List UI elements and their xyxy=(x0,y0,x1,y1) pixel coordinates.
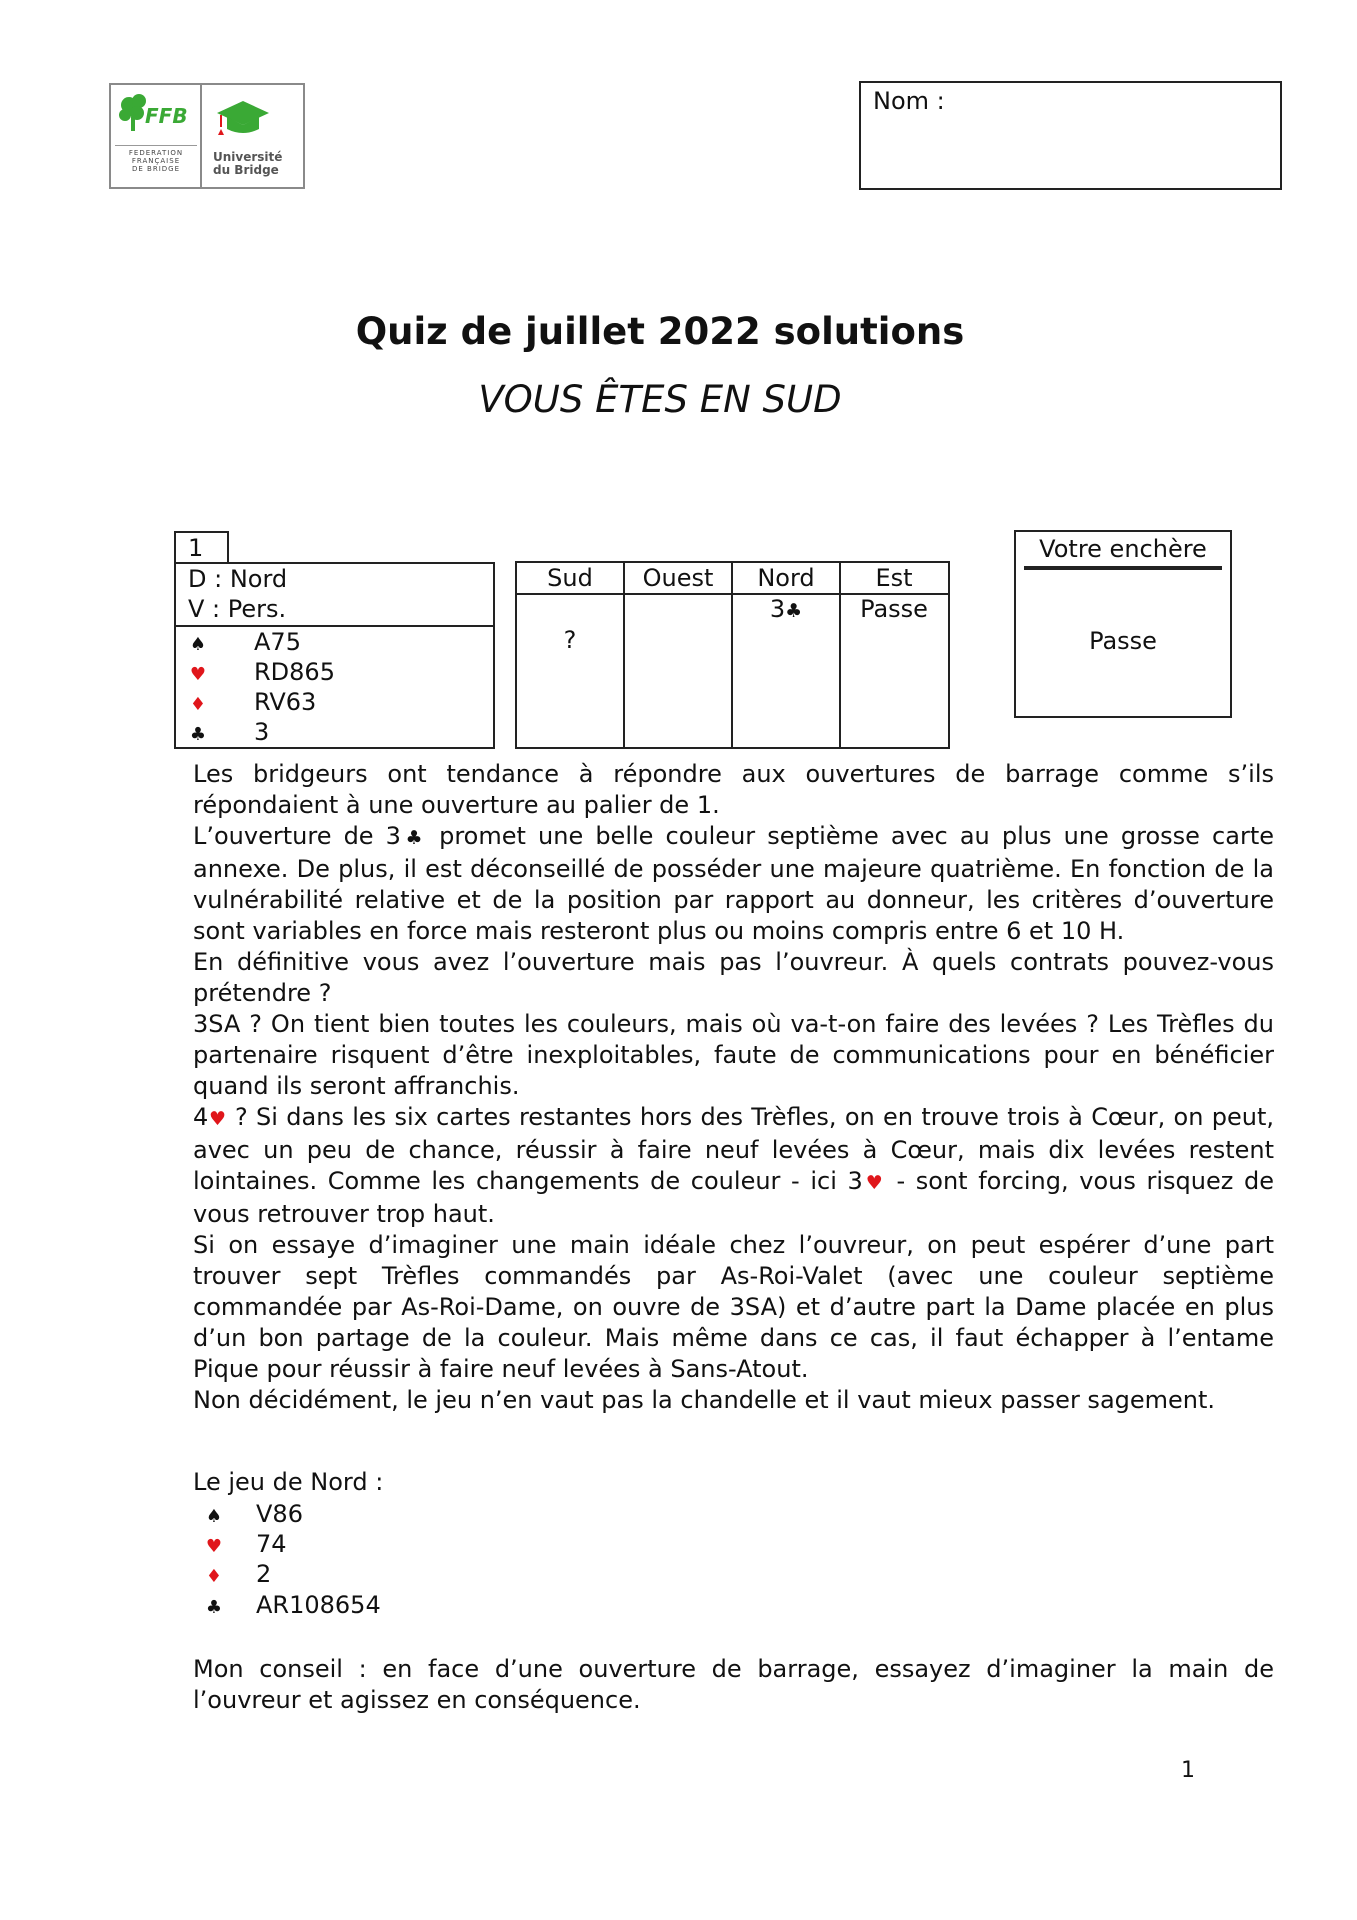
hand-row-clubs xyxy=(188,717,270,750)
hand-row-diamonds xyxy=(188,687,317,720)
heart-icon: ♥ xyxy=(189,664,207,685)
paragraph: L’ouverture de 3♣ promet une belle couleur septième avec au plus une grosse carte annexe. De plus, il est déconseillé de posséder une majeure quatrième. En fonction de la vulnérabilité relative et de la position par rapport au donneur, les critères d’ouverture sont variables en force mais resteront plus ou moins compris entre 6 et 10 H. xyxy=(193,822,1275,945)
north-row-hearts xyxy=(204,1529,287,1562)
answer-box xyxy=(1014,530,1232,718)
diamond-icon: ♦ xyxy=(205,1566,223,1587)
page-title: Quiz de juillet 2022 solutions xyxy=(355,310,965,353)
north-row-clubs xyxy=(204,1590,381,1623)
auction-nord-bid xyxy=(733,594,839,626)
north-spade-cards: V86 xyxy=(256,1500,303,1528)
auction-table xyxy=(515,561,950,749)
club-cards: 3 xyxy=(254,718,270,746)
north-diamond-cards: 2 xyxy=(256,1560,272,1588)
north-club-cards: AR108654 xyxy=(256,1591,381,1619)
hand-row-hearts xyxy=(188,657,335,690)
auction-header-nord: Nord xyxy=(757,564,815,592)
club-icon: ♣ xyxy=(785,600,803,622)
solution-text xyxy=(193,759,1274,1416)
north-hand-label: Le jeu de Nord : xyxy=(193,1468,384,1496)
north-row-spades xyxy=(204,1499,303,1532)
spade-icon: ♠ xyxy=(189,634,207,655)
deal-info-box xyxy=(174,562,495,627)
answer-value: Passe xyxy=(1089,627,1157,655)
ffb-universite-logo xyxy=(109,83,305,189)
north-row-diamonds xyxy=(204,1559,272,1592)
paragraph: 4♥ ? Si dans les six cartes restantes hors des Trèfles, on en trouve trois à Cœur, on peut, avec un peu de chance, réussir à faire neuf levées à Cœur, mais dix levées restent lointaines. Comme les changements de couleur - ici 3♥ - sont forcing, vous risquez de vous retrouver trop haut. xyxy=(193,1103,1274,1228)
answer-label: Votre enchère xyxy=(1039,535,1207,563)
diamond-icon: ♦ xyxy=(189,694,207,715)
club-icon: ♣ xyxy=(400,827,427,849)
dealer: D : Nord xyxy=(188,565,288,593)
ffb-tree-icon xyxy=(115,93,197,143)
deal-number-box xyxy=(174,531,229,564)
club-icon: ♣ xyxy=(205,1597,223,1618)
spade-cards: A75 xyxy=(254,628,301,656)
ffb-sub-line-2: FRANÇAISE xyxy=(131,157,181,165)
ffb-logo xyxy=(115,93,197,181)
ub-line-1: Université xyxy=(213,150,283,164)
name-label: Nom : xyxy=(873,87,945,115)
ub-line-2: du Bridge xyxy=(213,163,279,177)
page-number: 1 xyxy=(1181,1758,1195,1783)
heart-icon: ♥ xyxy=(205,1536,223,1557)
auction-sud-bid: ? xyxy=(563,626,577,654)
auction-header-est: Est xyxy=(875,564,913,592)
advice-text: Mon conseil : en face d’une ouverture de barrage, essayez d’imaginer la main de l’ouvreur et agissez en conséquence. xyxy=(193,1655,1274,1714)
diamond-cards: RV63 xyxy=(254,688,317,716)
nord-bid-level: 3 xyxy=(769,595,786,623)
graduation-cap-icon xyxy=(213,97,273,143)
paragraph: En définitive vous avez l’ouverture mais pas l’ouvreur. À quels contrats pouvez-vous prétendre ? xyxy=(193,948,1274,1007)
universite-du-bridge-logo xyxy=(205,93,301,181)
ffb-sub-line-1: FEDERATION xyxy=(128,149,184,157)
auction-header-sud: Sud xyxy=(547,564,593,592)
auction-header-ouest: Ouest xyxy=(642,564,714,592)
auction-est-bid: Passe xyxy=(860,595,928,623)
club-icon: ♣ xyxy=(189,724,207,745)
heart-icon: ♥ xyxy=(208,1108,227,1130)
heart-cards: RD865 xyxy=(254,658,335,686)
ffb-sub-line-3: DE BRIDGE xyxy=(131,165,180,173)
paragraph: Les bridgeurs ont tendance à répondre aux ouvertures de barrage comme s’ils répondaient à une ouverture au palier de 1. xyxy=(193,760,1274,819)
north-heart-cards: 74 xyxy=(256,1530,287,1558)
spade-icon: ♠ xyxy=(205,1506,223,1527)
hand-row-spades xyxy=(188,627,301,660)
paragraph: 3SA ? On tient bien toutes les couleurs, mais où va-t-on faire des levées ? Les Trèfles du partenaire risquent d’être inexploitables, faute de communications pour en bénéficier quand ils seront affranchis. xyxy=(193,1010,1274,1100)
paragraph: Non décidément, le jeu n’en vaut pas la chandelle et il vaut mieux passer sagement. xyxy=(193,1386,1216,1414)
deal-number: 1 xyxy=(188,534,204,562)
name-field[interactable] xyxy=(859,81,1282,190)
paragraph: Si on essaye d’imaginer une main idéale chez l’ouvreur, on peut espérer d’une part trouver sept Trèfles commandés par As-Roi-Valet (avec une couleur septième commandée par As-Roi-Dame, on ouvre de 3SA) et d’autre part la Dame placée en plus d’un bon partage de la couleur. Mais même dans ce cas, il faut échapper à l’entame Pique pour réussir à faire neuf levées à Sans-Atout. xyxy=(193,1231,1274,1383)
vulnerability: V : Pers. xyxy=(188,595,287,623)
heart-icon: ♥ xyxy=(862,1172,886,1194)
page-subtitle: VOUS ÊTES EN SUD xyxy=(478,378,842,421)
ffb-wordmark: FFB xyxy=(145,104,188,128)
south-hand xyxy=(174,625,495,749)
